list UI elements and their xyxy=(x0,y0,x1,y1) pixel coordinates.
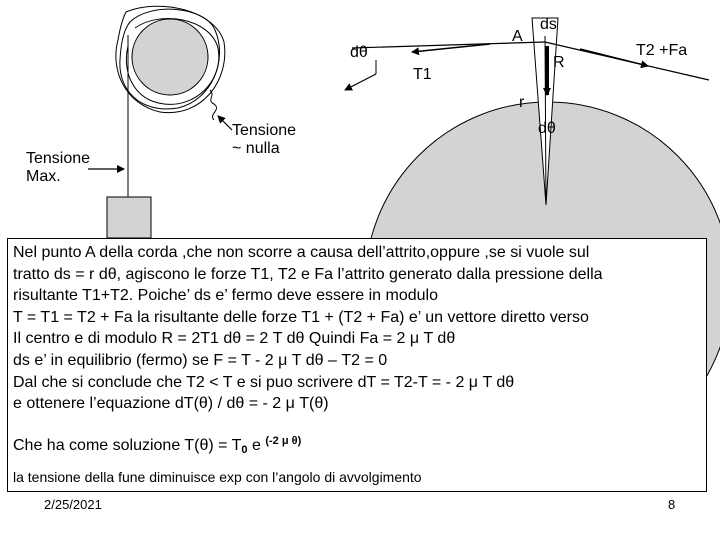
body-line-4: T = T1 = T2 + Fa la risultante delle forze T1 + (T2 + Fa) e’ un vettore diretto verso xyxy=(13,308,589,326)
tension-null-pointer xyxy=(218,116,232,130)
dtheta-pointer-tail xyxy=(345,74,376,90)
resultant-r-label: R xyxy=(553,54,565,71)
body-line-2: tratto ds = r dθ, agiscono le forze T1, T2 e Fa l’attrito generato dalla pressione della xyxy=(13,265,603,283)
radius-r-label: r xyxy=(519,94,525,111)
solution-line xyxy=(13,435,301,456)
body-line-5: Il centro e di modulo R = 2T1 dθ = 2 T dθ Quindi Fa = 2 μ T dθ xyxy=(13,330,456,348)
t2-fa-label: T2 +Fa xyxy=(636,42,688,59)
d-theta-left-label: dθ xyxy=(350,44,368,61)
tension-max-label xyxy=(26,150,90,186)
small-drum xyxy=(132,19,208,95)
solution-prefix: Che ha come soluzione T(θ) = T xyxy=(13,437,242,454)
d-theta-center-label: dθ xyxy=(538,120,556,137)
solution-exponent: (-2 μ θ) xyxy=(265,435,302,447)
ds-label: ds xyxy=(540,16,557,33)
slide-date: 2/25/2021 xyxy=(44,497,102,512)
conclusion-note: la tensione della fune diminuisce exp con l’angolo di avvolgimento xyxy=(13,469,422,485)
rope-free-end xyxy=(210,90,217,120)
tension-max-label-line1: Tensione xyxy=(26,150,91,167)
solution-middle: e xyxy=(247,437,266,454)
tension-max-label-line2: Max. xyxy=(26,168,61,185)
explanation-box xyxy=(7,238,707,492)
hanging-weight xyxy=(107,197,151,238)
slide-number: 8 xyxy=(668,497,676,512)
body-line-6: ds e’ in equilibrio (fermo) se F = T - 2 μ T dθ – T2 = 0 xyxy=(13,352,388,369)
body-line-7: Dal che si conclude che T2 < T e si puo scrivere dT = T2-T = - 2 μ T dθ xyxy=(13,373,515,391)
t1-label: T1 xyxy=(413,66,432,83)
tension-null-label-line1: Tensione xyxy=(232,122,297,139)
body-line-8: e ottenere l’equazione dT(θ) / dθ = - 2 μ T(θ) xyxy=(13,395,329,413)
body-line-1: Nel punto A della corda ,che non scorre a causa dell’attrito,oppure ,se si vuole sul xyxy=(13,244,590,261)
point-a-label: A xyxy=(512,28,523,45)
body-line-3: risultante T1+T2. Poiche’ ds e’ fermo deve essere in modulo xyxy=(13,287,438,305)
tension-null-label-line2: ~ nulla xyxy=(232,140,280,157)
tension-null-label xyxy=(232,122,296,158)
solution-subscript: 0 xyxy=(241,444,248,456)
